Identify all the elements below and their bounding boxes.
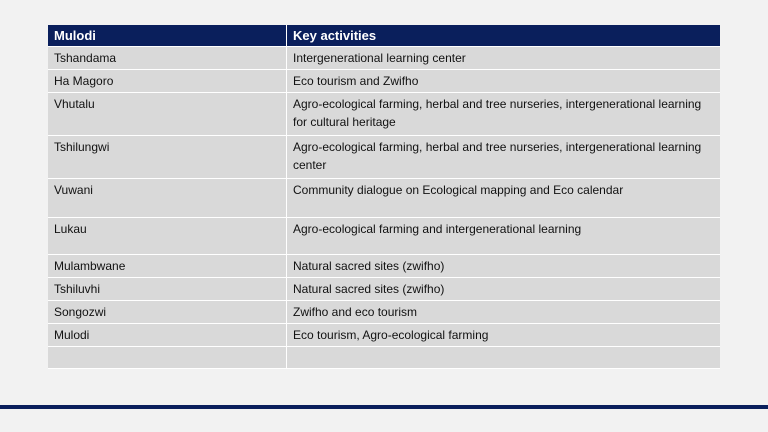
- table-row-empty: [48, 347, 720, 369]
- site-cell: Ha Magoro: [48, 70, 287, 93]
- site-cell: Mulambwane: [48, 255, 287, 278]
- footer-rule: [0, 405, 768, 409]
- table-row: [48, 70, 720, 93]
- site-cell: Tshilungwi: [48, 136, 287, 179]
- table-row: [48, 179, 720, 218]
- table-row: [48, 93, 720, 136]
- activities-cell: Intergenerational learning center: [287, 47, 720, 70]
- column-header-site: Mulodi: [48, 25, 287, 47]
- activities-cell: Eco tourism, Agro-ecological farming: [287, 324, 720, 347]
- column-header-activities: Key activities: [287, 25, 720, 47]
- site-cell: [48, 347, 287, 369]
- table-row: [48, 218, 720, 255]
- activities-cell: Community dialogue on Ecological mapping and Eco calendar: [287, 179, 720, 218]
- activities-cell: Natural sacred sites (zwifho): [287, 278, 720, 301]
- activities-cell: Eco tourism and Zwifho: [287, 70, 720, 93]
- site-cell: Vhutalu: [48, 93, 287, 136]
- activities-cell: [287, 347, 720, 369]
- table-header-row: [48, 25, 720, 47]
- activities-table-container: [48, 25, 720, 369]
- site-cell: Vuwani: [48, 179, 287, 218]
- table-row: [48, 278, 720, 301]
- activities-cell: Agro-ecological farming and intergenerational learning: [287, 218, 720, 255]
- site-cell: Songozwi: [48, 301, 287, 324]
- activities-cell: Natural sacred sites (zwifho): [287, 255, 720, 278]
- site-cell: Tshandama: [48, 47, 287, 70]
- table-row: [48, 47, 720, 70]
- table-row: [48, 301, 720, 324]
- activities-table: [48, 25, 720, 369]
- table-row: [48, 136, 720, 179]
- activities-cell: Agro-ecological farming, herbal and tree nurseries, intergenerational learning center: [287, 136, 720, 179]
- site-cell: Tshiluvhi: [48, 278, 287, 301]
- site-cell: Mulodi: [48, 324, 287, 347]
- activities-cell: Agro-ecological farming, herbal and tree nurseries, intergenerational learning for cultural heritage: [287, 93, 720, 136]
- table-row: [48, 255, 720, 278]
- table-row: [48, 324, 720, 347]
- site-cell: Lukau: [48, 218, 287, 255]
- activities-cell: Zwifho and eco tourism: [287, 301, 720, 324]
